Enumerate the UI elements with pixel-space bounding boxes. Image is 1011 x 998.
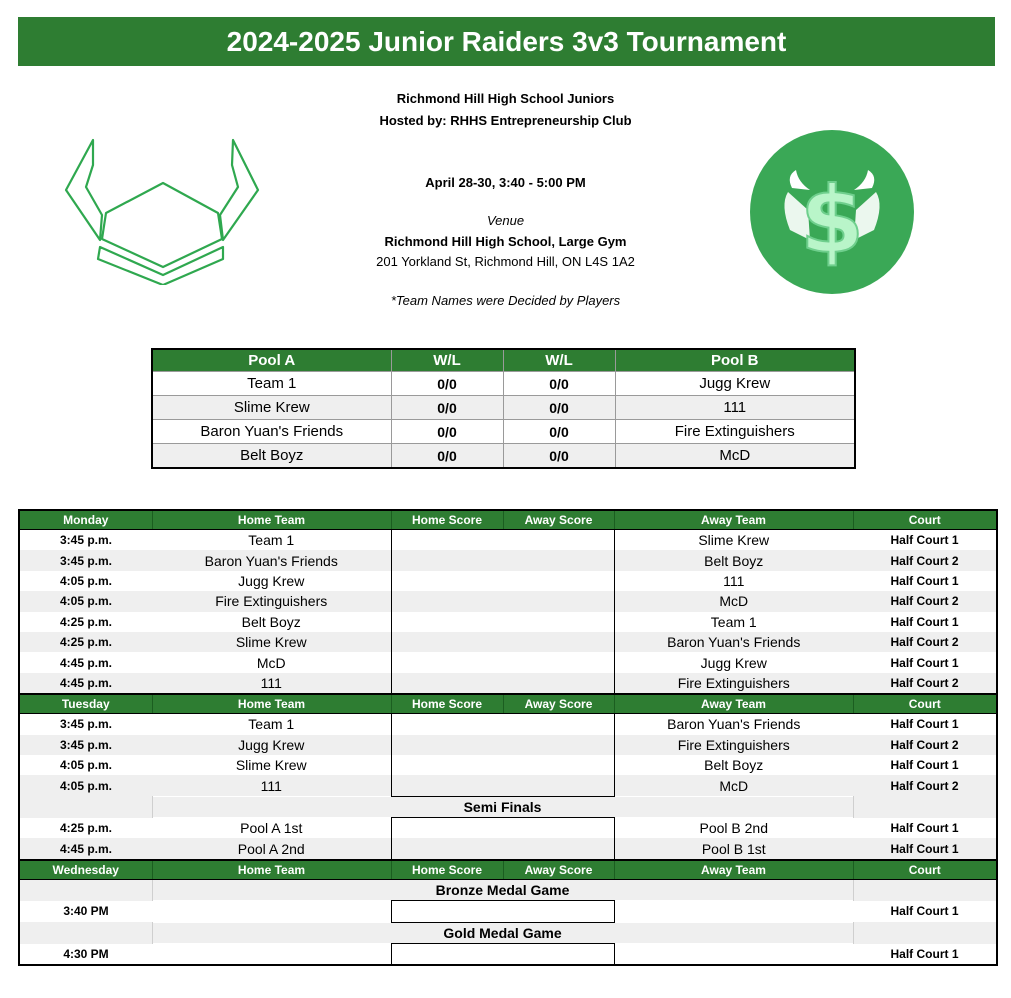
wl-header: W/L [503, 349, 615, 372]
away-team: Pool B 1st [614, 838, 853, 859]
pool-b-record: 0/0 [503, 396, 615, 420]
pool-row [152, 420, 855, 444]
away-team: Team 1 [710, 613, 757, 630]
monday-header-row [19, 510, 997, 530]
schedule-column-header: Away Team [614, 860, 853, 880]
home-team: Baron Yuan's Friends [152, 550, 391, 570]
court-assignment: Half Court 2 [853, 673, 997, 694]
court-assignment: Half Court 1 [890, 821, 959, 836]
game-time: 4:25 p.m. [59, 821, 113, 836]
away-team: Baron Yuan's Friends [614, 632, 853, 652]
spacer-cell [19, 879, 152, 900]
game-row [19, 944, 997, 966]
wednesday-header-row [19, 860, 997, 880]
game-time: 3:40 PM [63, 904, 109, 919]
pool-b-record: 0/0 [503, 444, 615, 469]
game-time: 4:30 PM [63, 946, 109, 961]
away-team [614, 944, 853, 966]
schedule-column-header: Away Score [503, 694, 614, 714]
home-team: McD [256, 654, 286, 671]
game-time: 3:45 p.m. [19, 735, 152, 755]
court-assignment: Half Court 1 [890, 655, 959, 670]
court-assignment: Half Court 1 [890, 904, 959, 919]
court-assignment: Half Court 2 [853, 591, 997, 611]
home-score-cell [391, 632, 503, 652]
schedule-column-header: Court [853, 510, 997, 530]
game-row [19, 838, 997, 859]
home-team [152, 944, 391, 966]
pool-rows [152, 372, 855, 469]
pool-a-record: 0/0 [391, 420, 503, 444]
game-row [19, 591, 997, 611]
venue-label: Venue [486, 213, 525, 228]
away-score-cell [503, 838, 614, 859]
game-time: 4:05 p.m. [19, 591, 152, 611]
home-team: Pool A 2nd [152, 838, 391, 859]
schedule-rows [19, 510, 997, 965]
home-team: Team 1 [248, 532, 295, 549]
game-row [19, 550, 997, 570]
home-team: Jugg Krew [238, 572, 305, 589]
away-score-cell [503, 591, 614, 611]
home-team: Pool A 1st [240, 820, 303, 837]
game-time: 4:05 p.m. [19, 775, 152, 796]
game-time: 3:45 p.m. [19, 550, 152, 570]
spacer-cell [853, 922, 997, 943]
away-score-cell [503, 550, 614, 570]
host-line: Hosted by: RHHS Entrepreneurship Club [379, 113, 632, 128]
away-team: McD [614, 591, 853, 611]
game-row [19, 652, 997, 672]
game-time: 4:45 p.m. [19, 673, 152, 694]
schedule-column-header: Home Team [152, 510, 391, 530]
pool-a-team: Team 1 [152, 372, 391, 396]
away-team: Belt Boyz [614, 550, 853, 570]
court-assignment: Half Court 2 [853, 550, 997, 570]
spacer-cell [853, 796, 997, 817]
pool-b-team: McD [615, 444, 855, 469]
pool-row [152, 396, 855, 420]
home-score-cell [391, 944, 503, 966]
game-time: 4:45 p.m. [19, 838, 152, 859]
court-assignment: Half Court 1 [890, 758, 959, 773]
game-row [19, 901, 997, 922]
away-team: Jugg Krew [700, 654, 767, 671]
court-assignment: Half Court 1 [853, 838, 997, 859]
home-team: Jugg Krew [152, 735, 391, 755]
court-assignment: Half Court 2 [853, 632, 997, 652]
spacer-cell [19, 922, 152, 943]
home-score-cell [391, 838, 503, 859]
away-score-cell [503, 530, 614, 551]
court-assignment: Half Court 1 [890, 946, 959, 961]
game-row [19, 818, 997, 839]
pool-a-record: 0/0 [391, 372, 503, 396]
pool-b-record: 0/0 [503, 420, 615, 444]
schedule-column-header: Home Team [152, 694, 391, 714]
home-score-cell [391, 735, 503, 755]
schedule-column-header: Court [853, 860, 997, 880]
home-score-cell [391, 571, 503, 591]
court-assignment: Half Court 1 [890, 533, 959, 548]
home-score-cell [391, 652, 503, 672]
pool-a-record: 0/0 [391, 396, 503, 420]
home-team: Slime Krew [152, 632, 391, 652]
game-row [19, 755, 997, 775]
gold-medal-heading: Gold Medal Game [152, 922, 853, 943]
court-assignment: Half Court 2 [853, 735, 997, 755]
bronze-medal-heading-row [19, 879, 997, 900]
schedule-column-header: Home Score [391, 860, 503, 880]
pool-b-team: Jugg Krew [615, 372, 855, 396]
away-score-cell [503, 775, 614, 796]
court-assignment: Half Court 2 [853, 775, 997, 796]
away-team: 111 [723, 572, 745, 589]
home-score-cell [391, 591, 503, 611]
game-time: 4:45 p.m. [59, 655, 113, 670]
home-score-cell [391, 901, 503, 922]
tournament-title: 2024-2025 Junior Raiders 3v3 Tournament [18, 17, 995, 66]
home-team: Slime Krew [235, 757, 307, 774]
away-score-cell [503, 571, 614, 591]
pool-header-row [152, 349, 855, 372]
wl-header: W/L [391, 349, 503, 372]
school-name: Richmond Hill High School Juniors [396, 91, 615, 106]
pool-b-team: 111 [615, 396, 855, 420]
away-score-cell [503, 612, 614, 632]
home-team: Team 1 [248, 716, 295, 733]
away-team: Slime Krew [698, 532, 770, 549]
game-row [19, 714, 997, 735]
schedule-column-header: Away Team [614, 510, 853, 530]
away-score-cell [503, 901, 614, 922]
away-score-cell [503, 652, 614, 672]
away-score-cell [503, 944, 614, 966]
schedule-column-header: Away Team [614, 694, 853, 714]
game-row [19, 612, 997, 632]
game-row [19, 673, 997, 694]
pool-row [152, 372, 855, 396]
event-dates: April 28-30, 3:40 - 5:00 PM [425, 175, 586, 190]
game-row [19, 632, 997, 652]
away-team: Pool B 2nd [699, 820, 768, 837]
semi-finals-heading: Semi Finals [152, 796, 853, 817]
team-names-note: *Team Names were Decided by Players [390, 293, 621, 308]
schedule-column-header: Away Score [503, 860, 614, 880]
away-score-cell [503, 818, 614, 839]
away-score-cell [503, 673, 614, 694]
home-score-cell [391, 530, 503, 551]
home-team: 111 [152, 775, 391, 796]
schedule-column-header: Court [853, 694, 997, 714]
pool-a-header: Pool A [152, 349, 391, 372]
court-assignment: Half Court 1 [890, 717, 959, 732]
game-time: 4:25 p.m. [59, 614, 113, 629]
pool-b-header: Pool B [615, 349, 855, 372]
game-row [19, 571, 997, 591]
away-team: McD [614, 775, 853, 796]
gold-medal-heading-row [19, 922, 997, 943]
home-score-cell [391, 755, 503, 775]
schedule-column-header: Monday [19, 510, 152, 530]
game-row [19, 735, 997, 755]
pool-a-record: 0/0 [391, 444, 503, 469]
court-assignment: Half Court 1 [890, 573, 959, 588]
game-time: 4:05 p.m. [59, 573, 113, 588]
pool-a-team: Slime Krew [152, 396, 391, 420]
bronze-medal-heading: Bronze Medal Game [152, 879, 853, 900]
game-time: 4:25 p.m. [19, 632, 152, 652]
court-assignment: Half Court 1 [890, 614, 959, 629]
away-team: Belt Boyz [704, 757, 764, 774]
pool-b-record: 0/0 [503, 372, 615, 396]
pool-b-team: Fire Extinguishers [615, 420, 855, 444]
svg-text:$: $ [799, 167, 865, 274]
home-score-cell [391, 673, 503, 694]
game-time: 3:45 p.m. [59, 717, 113, 732]
away-score-cell [503, 755, 614, 775]
away-score-cell [503, 632, 614, 652]
home-team: 111 [152, 673, 391, 694]
spacer-cell [19, 796, 152, 817]
away-team: Fire Extinguishers [614, 735, 853, 755]
schedule-column-header: Home Team [152, 860, 391, 880]
game-schedule-table [18, 509, 998, 966]
pool-a-team: Belt Boyz [152, 444, 391, 469]
tuesday-header-row [19, 694, 997, 714]
pool-a-team: Baron Yuan's Friends [152, 420, 391, 444]
home-score-cell [391, 550, 503, 570]
game-row [19, 775, 997, 796]
away-score-cell [503, 735, 614, 755]
spacer-cell [853, 879, 997, 900]
pool-standings-table [151, 348, 856, 469]
home-score-cell [391, 714, 503, 735]
schedule-column-header: Home Score [391, 694, 503, 714]
dollar-viking-logo [750, 130, 914, 294]
schedule-column-header: Home Score [391, 510, 503, 530]
semi-finals-heading-row [19, 796, 997, 817]
home-score-cell [391, 818, 503, 839]
game-row [19, 530, 997, 551]
venue-address: 201 Yorkland St, Richmond Hill, ON L4S 1A2 [376, 254, 635, 269]
home-team: Fire Extinguishers [152, 591, 391, 611]
schedule-column-header: Wednesday [19, 860, 152, 880]
away-team: Fire Extinguishers [614, 673, 853, 694]
away-team: Baron Yuan's Friends [667, 716, 801, 733]
home-team [152, 901, 391, 922]
away-score-cell [503, 714, 614, 735]
home-score-cell [391, 775, 503, 796]
schedule-column-header: Tuesday [19, 694, 152, 714]
schedule-column-header: Away Score [503, 510, 614, 530]
home-score-cell [391, 612, 503, 632]
game-time: 3:45 p.m. [59, 533, 113, 548]
pool-row [152, 444, 855, 469]
game-time: 4:05 p.m. [59, 758, 113, 773]
away-team [614, 901, 853, 922]
venue-name: Richmond Hill High School, Large Gym [384, 234, 627, 249]
home-team: Belt Boyz [241, 613, 301, 630]
